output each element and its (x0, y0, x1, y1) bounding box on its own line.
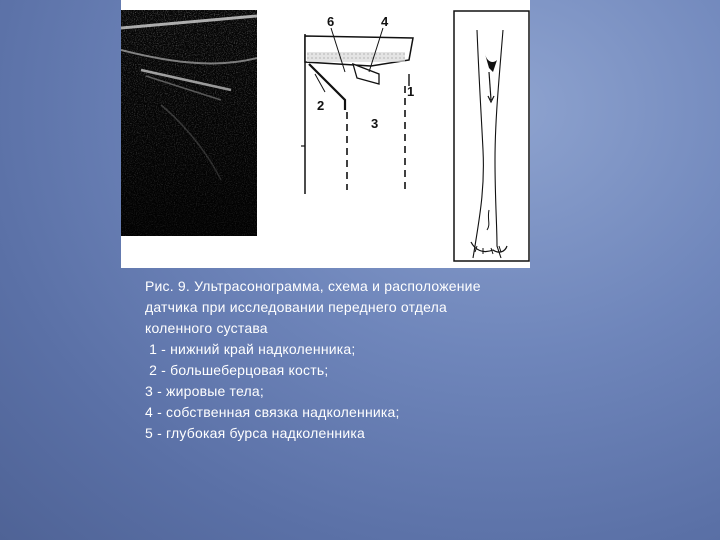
caption-legend-item-2: 2 - большеберцовая кость; (145, 362, 329, 378)
caption-title-line-1: Рис. 9. Ультрасонограмма, схема и расположение (145, 278, 481, 294)
caption-legend-item-5: 5 - глубокая бурса надколенника (145, 425, 365, 441)
caption-title-line-3: коленного сустава (145, 320, 268, 336)
schema-label-3: 3 (371, 116, 379, 131)
leg-sketch (453, 10, 530, 268)
ultrasound-image (121, 10, 257, 236)
schema-label-1: 1 (407, 84, 415, 99)
caption-legend-item-3: 3 - жировые тела; (145, 383, 264, 399)
caption-title-line-2: датчика при исследовании переднего отдела (145, 299, 447, 315)
figure-panel (121, 0, 530, 268)
schema-label-4: 4 (381, 14, 389, 29)
caption-legend-item-1: 1 - нижний край надколенника; (145, 341, 356, 357)
schema-label-2: 2 (317, 98, 325, 113)
figure-caption (145, 276, 545, 444)
schema-diagram (297, 14, 419, 200)
schema-label-6: 6 (327, 14, 335, 29)
caption-legend-item-4: 4 - собственная связка надколенника; (145, 404, 400, 420)
